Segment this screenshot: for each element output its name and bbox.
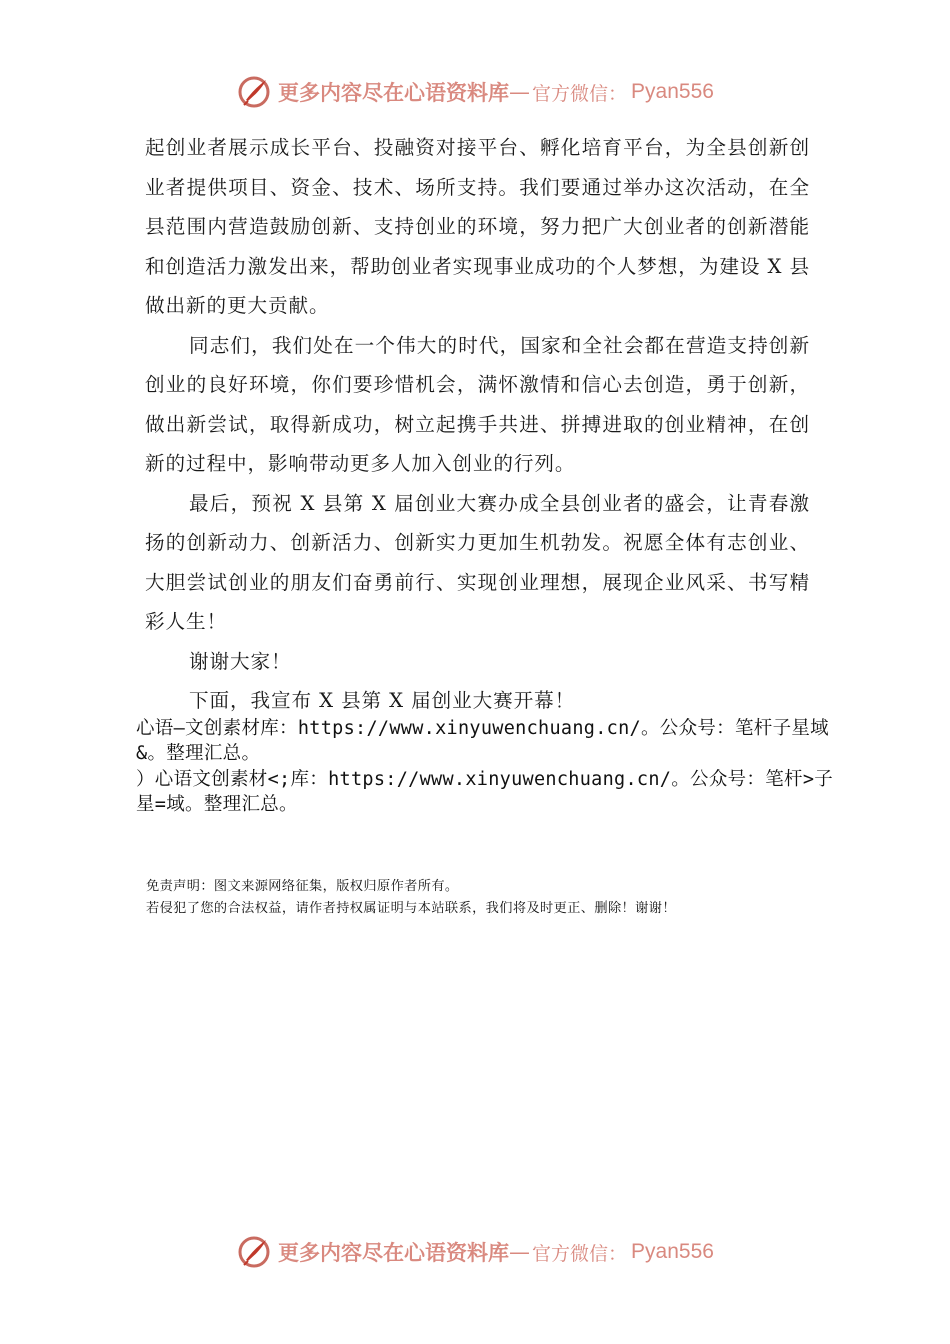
header-banner-dash: —	[509, 80, 531, 104]
paragraph-4: 谢谢大家！	[189, 649, 292, 673]
quill-logo-icon	[236, 74, 272, 110]
header-banner-sub: 官方微信：	[532, 82, 628, 105]
disclaimer-line-1: 免责声明：图文来源网络征集，版权归原作者所有。	[146, 879, 459, 894]
header-banner	[0, 72, 950, 112]
paragraph-1: 起创业者展示成长平台、投融资对接平台、孵化培育平台，为全县创新创业者提供项目、资金、技术、场所支持。我们要通过举办这次活动，在全县范围内营造鼓励创新、支持创业的环境，努力把广大创业者的创新潜能和创造活力激发出来，帮助创业者实现事业成功的个人梦想，为建设 X 县做出新的更大贡献。	[145, 136, 810, 317]
disclaimer	[146, 876, 846, 920]
footer-banner-dash: —	[509, 1240, 531, 1264]
quill-logo-icon	[236, 1234, 272, 1270]
footer-banner-main: 更多内容尽在心语资料库	[278, 1240, 510, 1265]
watermark-line-2: ）心语文创素材<;库：https://www.xinyuwenchuang.cn/。公众号：笔杆>子星=域。整理汇总。	[136, 769, 834, 815]
header-banner-main: 更多内容尽在心语资料库	[278, 80, 510, 105]
paragraph-5: 下面，我宣布 X 县第 X 届创业大赛开幕！	[189, 689, 576, 712]
header-banner-id: Pyan556	[631, 80, 714, 103]
footer-banner-sub: 官方微信：	[532, 1242, 628, 1265]
disclaimer-line-2: 若侵犯了您的合法权益，请作者持权属证明与本站联系，我们将及时更正、删除！谢谢！	[146, 901, 676, 916]
footer-banner-id: Pyan556	[631, 1240, 714, 1263]
watermark-line-1: 心语—文创素材库：https://www.xinyuwenchuang.cn/。公众号：笔杆子星域&。整理汇总。	[136, 718, 829, 764]
paragraph-3: 最后，预祝 X 县第 X 届创业大赛办成全县创业者的盛会，让青春激扬的创新动力、创新活力、创新实力更加生机勃发。祝愿全体有志创业、大胆尝试创业的朋友们奋勇前行、实现创业理想，展现企业风采、书写精彩人生！	[145, 491, 810, 633]
footer-banner	[0, 1232, 950, 1272]
paragraph-2: 同志们，我们处在一个伟大的时代，国家和全社会都在营造支持创新创业的良好环境，你们要珍惜机会，满怀激情和信心去创造，勇于创新，做出新尝试，取得新成功，树立起携手共进、拼搏进取的创业精神，在创新的过程中，影响带动更多人加入创业的行列。	[145, 333, 810, 475]
document-body	[145, 128, 810, 721]
